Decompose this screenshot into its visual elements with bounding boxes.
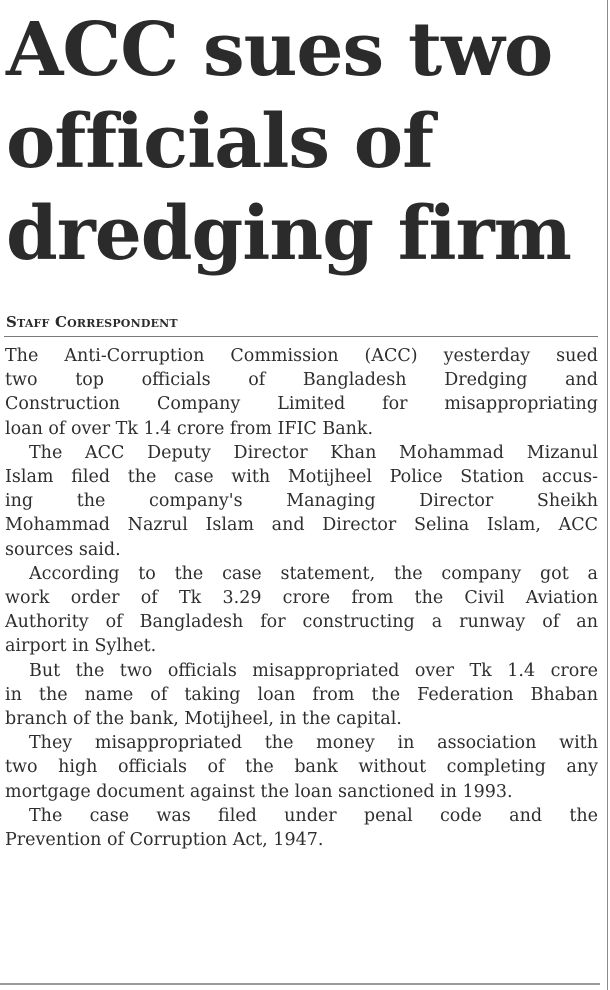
body-line: loan of over Tk 1.4 crore from IFIC Bank. [5,418,374,439]
body-line: mortgage document against the loan sanctioned in 1993. [5,781,513,802]
body-line: two top officials of Bangladesh Dredging and [5,370,598,391]
article-body [5,344,598,852]
body-line: Authority of Bangladesh for constructing a runway of an [5,612,598,633]
body-line: Prevention of Corruption Act, 1947. [5,830,324,851]
body-line: The case was filed under penal code and the [29,805,598,826]
body-line: sources said. [5,539,121,560]
headline-line-1: ACC sues two [6,7,553,93]
body-line: They misappropriated the money in association with [29,733,598,754]
byline: Staff Correspondent [6,313,178,331]
body-line: The Anti-Corruption Commission (ACC) yesterday sued [5,346,598,366]
body-line: Construction Company Limited for misappropriating [5,394,598,415]
headline [6,4,596,280]
body-line: airport in Sylhet. [5,636,157,657]
body-line: branch of the bank, Motijheel, in the capital. [5,709,402,730]
body-line: ing the company's Managing Director Sheikh [5,491,598,512]
body-line: According to the case statement, the company got a [29,563,598,584]
bottom-divider [0,983,600,985]
byline-divider [4,336,598,337]
body-line: Islam filed the case with Motijheel Police Station accus- [5,467,598,488]
headline-line-2: officials of [6,99,433,185]
body-line: in the name of taking loan from the Federation Bhaban [5,684,598,705]
body-line: two high officials of the bank without completing any [5,757,598,778]
column-rule [607,0,608,990]
headline-line-3: dredging firm [6,191,571,277]
body-line: But the two officials misappropriated over Tk 1.4 crore [29,660,598,681]
body-line: work order of Tk 3.29 crore from the Civil Aviation [5,588,598,609]
body-line: Mohammad Nazrul Islam and Director Selina Islam, ACC [5,515,598,536]
body-line: The ACC Deputy Director Khan Mohammad Mizanul [29,442,598,463]
